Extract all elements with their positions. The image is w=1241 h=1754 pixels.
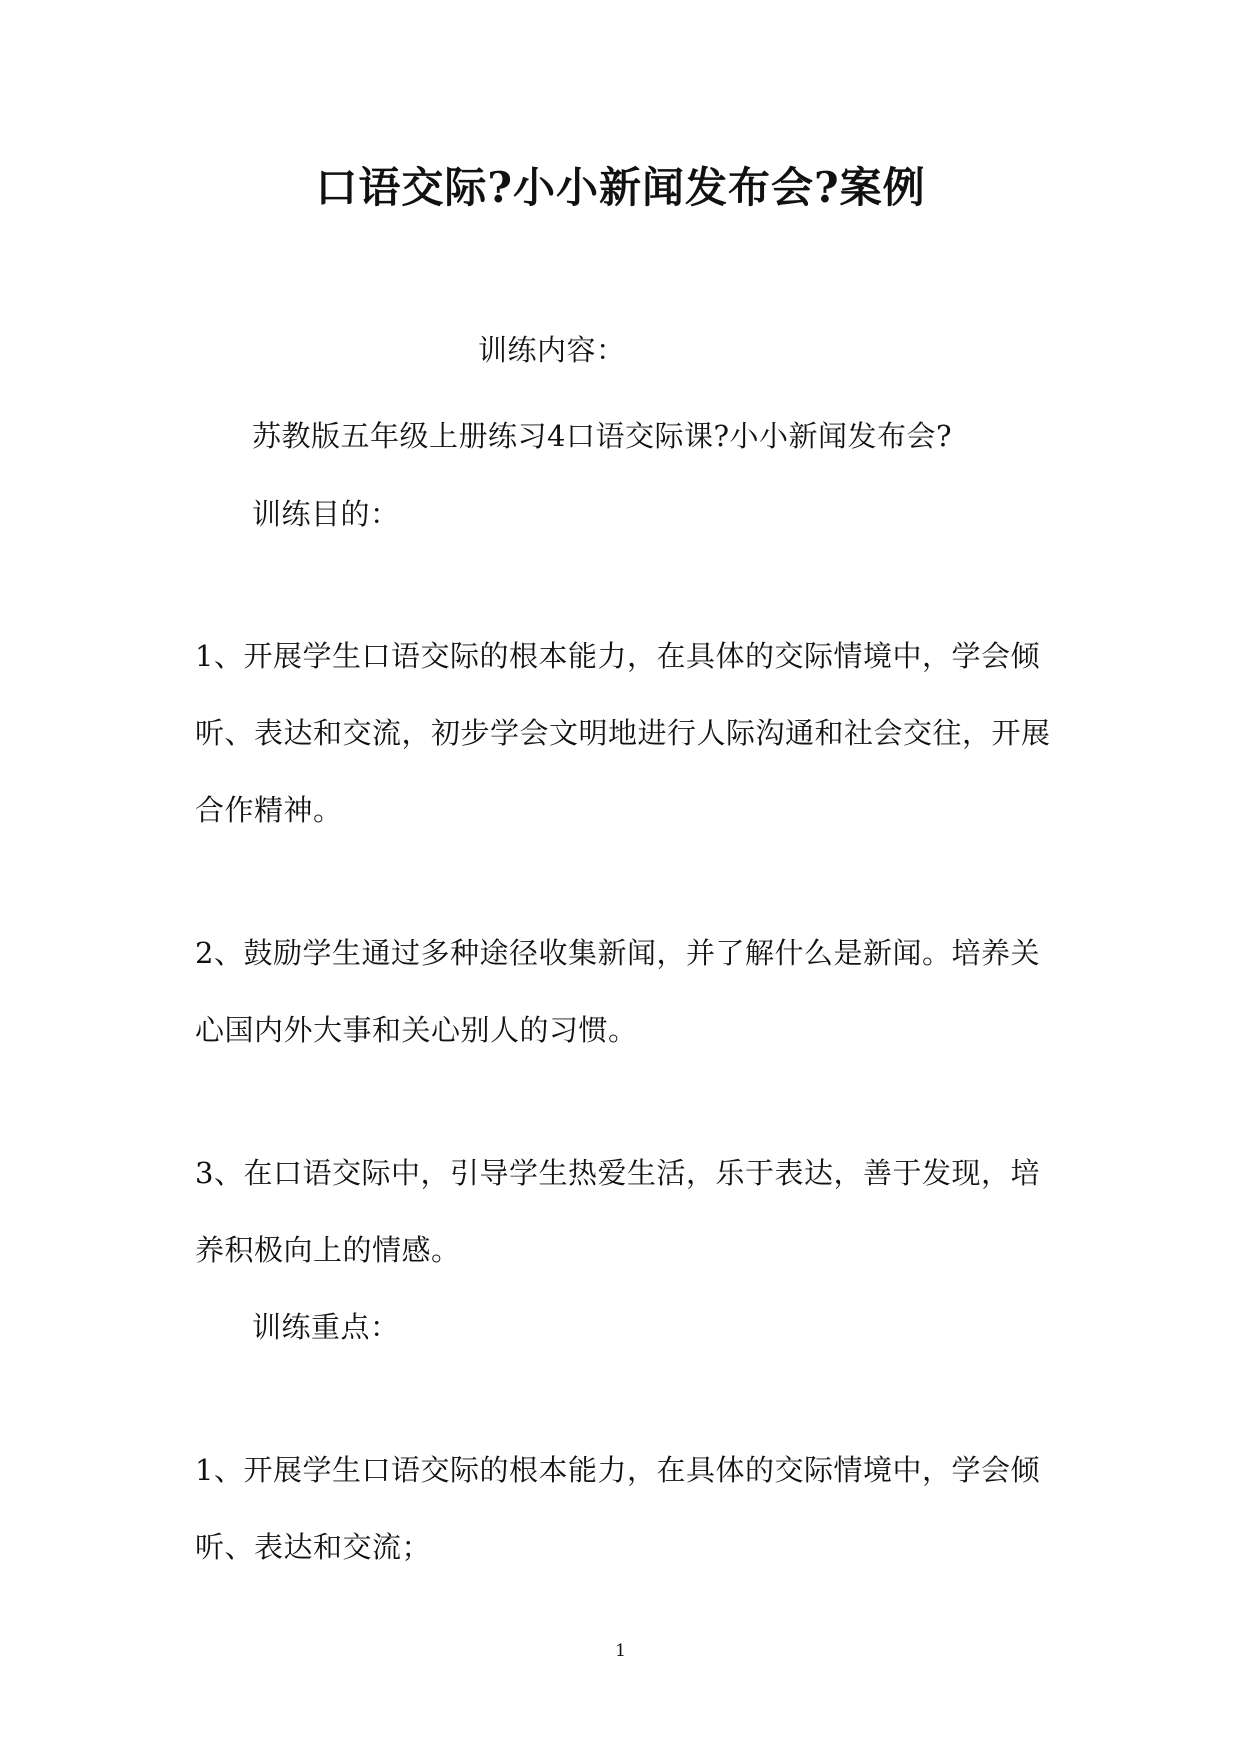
section-heading-purpose: 训练目的： xyxy=(252,497,400,531)
section-heading-content: 训练内容： xyxy=(478,333,626,367)
paragraph-line: 1、开展学生口语交际的根本能力，在具体的交际情境中，学会倾 xyxy=(195,639,1040,673)
paragraph-line: 养积极向上的情感。 xyxy=(195,1233,461,1267)
page-number: 1 xyxy=(615,1641,626,1661)
document-title: 口语交际?小小新闻发布会?案例 xyxy=(315,163,926,212)
paragraph-line: 心国内外大事和关心别人的习惯。 xyxy=(195,1013,638,1047)
section-heading-focus: 训练重点： xyxy=(252,1310,400,1344)
paragraph-line: 2、鼓励学生通过多种途径收集新闻，并了解什么是新闻。培养关 xyxy=(195,936,1040,970)
paragraph-line: 苏教版五年级上册练习4口语交际课?小小新闻发布会? xyxy=(252,419,953,453)
paragraph-line: 听、表达和交流，初步学会文明地进行人际沟通和社会交往，开展 xyxy=(195,716,1051,750)
paragraph-line: 合作精神。 xyxy=(195,793,343,827)
paragraph-line: 3、在口语交际中，引导学生热爱生活，乐于表达，善于发现，培 xyxy=(195,1156,1040,1190)
paragraph-line: 听、表达和交流； xyxy=(195,1530,432,1564)
paragraph-line: 1、开展学生口语交际的根本能力，在具体的交际情境中，学会倾 xyxy=(195,1453,1040,1487)
